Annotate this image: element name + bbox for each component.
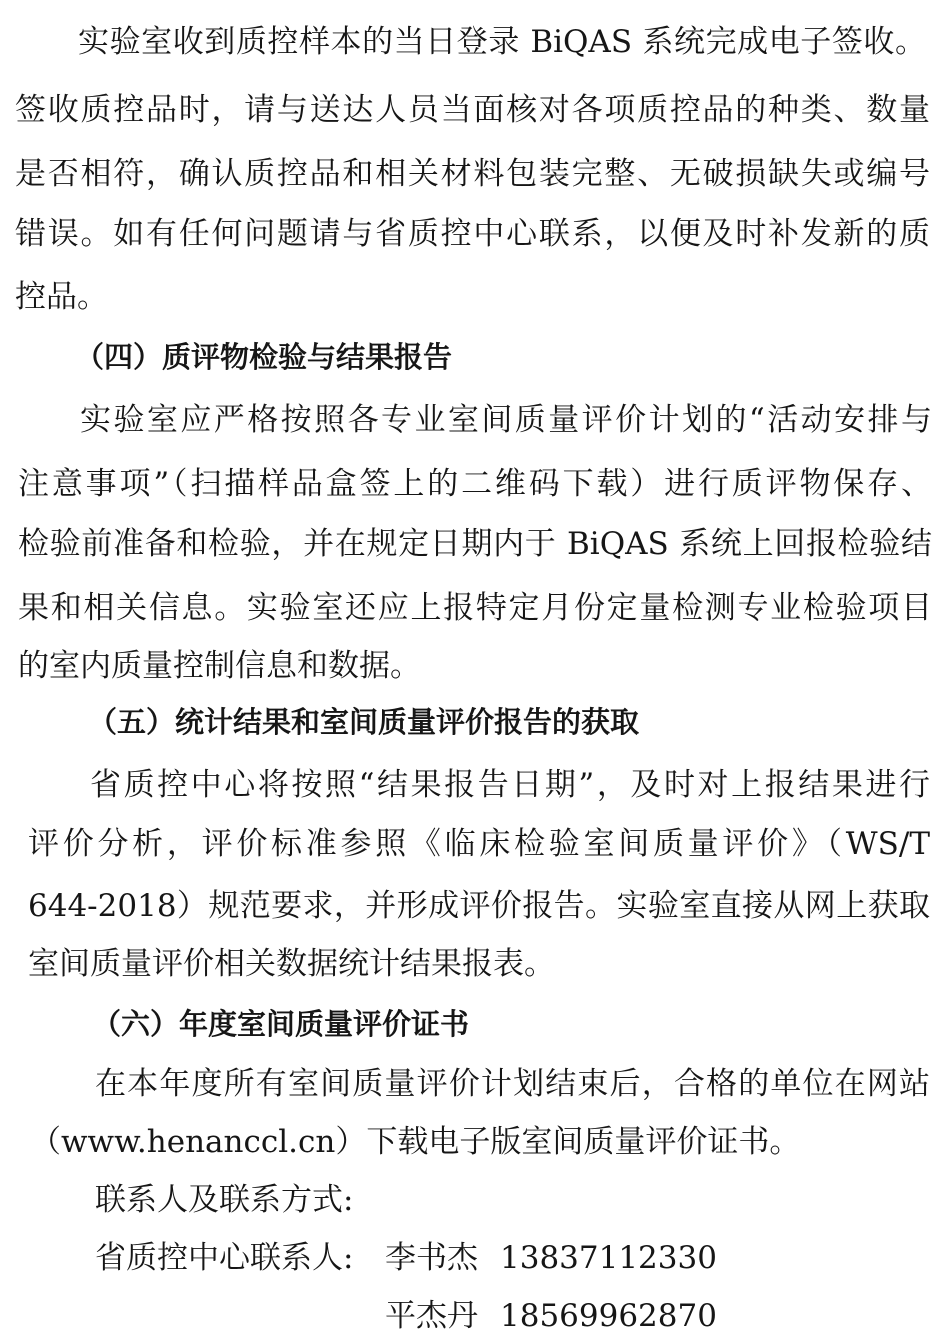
text-line: 注意事项”（扫描样品盒签上的二维码下载）进行质评物保存、 bbox=[18, 466, 932, 502]
text-line: 检验前准备和检验，并在规定日期内于 BiQAS 系统上回报检验结 bbox=[18, 526, 932, 562]
contact-name: 平杰丹 bbox=[385, 1298, 478, 1334]
text-line: 实验室应严格按照各专业室间质量评价计划的“活动安排与 bbox=[80, 402, 932, 438]
contact-name: 李书杰 bbox=[385, 1240, 478, 1276]
text-line: 控品。 bbox=[15, 279, 108, 315]
section-5-heading: （五）统计结果和室间质量评价报告的获取 bbox=[88, 705, 640, 739]
contact-center-label: 省质控中心联系人: bbox=[95, 1240, 354, 1276]
text-line: 室间质量评价相关数据统计结果报表。 bbox=[28, 946, 555, 982]
contact-phone: 13837112330 bbox=[500, 1240, 717, 1276]
text-line: （www.henanccl.cn）下载电子版室间质量评价证书。 bbox=[30, 1124, 801, 1160]
text-line: 是否相符，确认质控品和相关材料包装完整、无破损缺失或编号 bbox=[15, 156, 930, 192]
text-line: 评价分析，评价标准参照《临床检验室间质量评价》（WS/T bbox=[28, 826, 930, 862]
text-line: 签收质控品时，请与送达人员当面核对各项质控品的种类、数量 bbox=[15, 92, 930, 128]
text-line: 644-2018）规范要求，并形成评价报告。实验室直接从网上获取 bbox=[28, 888, 930, 924]
contact-phone: 18569962870 bbox=[500, 1298, 717, 1334]
contact-title: 联系人及联系方式: bbox=[95, 1182, 354, 1218]
text-line: 在本年度所有室间质量评价计划结束后，合格的单位在网站 bbox=[95, 1066, 930, 1102]
text-line: 错误。如有任何问题请与省质控中心联系，以便及时补发新的质 bbox=[15, 216, 930, 252]
section-4-heading: （四）质评物检验与结果报告 bbox=[75, 340, 453, 374]
text-line: 的室内质量控制信息和数据。 bbox=[18, 648, 421, 684]
text-line: 省质控中心将按照“结果报告日期”，及时对上报结果进行 bbox=[90, 767, 930, 803]
section-6-heading: （六）年度室间质量评价证书 bbox=[92, 1007, 470, 1041]
text-line: 果和相关信息。实验室还应上报特定月份定量检测专业检验项目 bbox=[18, 590, 932, 626]
text-line: 实验室收到质控样本的当日登录 BiQAS 系统完成电子签收。 bbox=[78, 24, 926, 60]
